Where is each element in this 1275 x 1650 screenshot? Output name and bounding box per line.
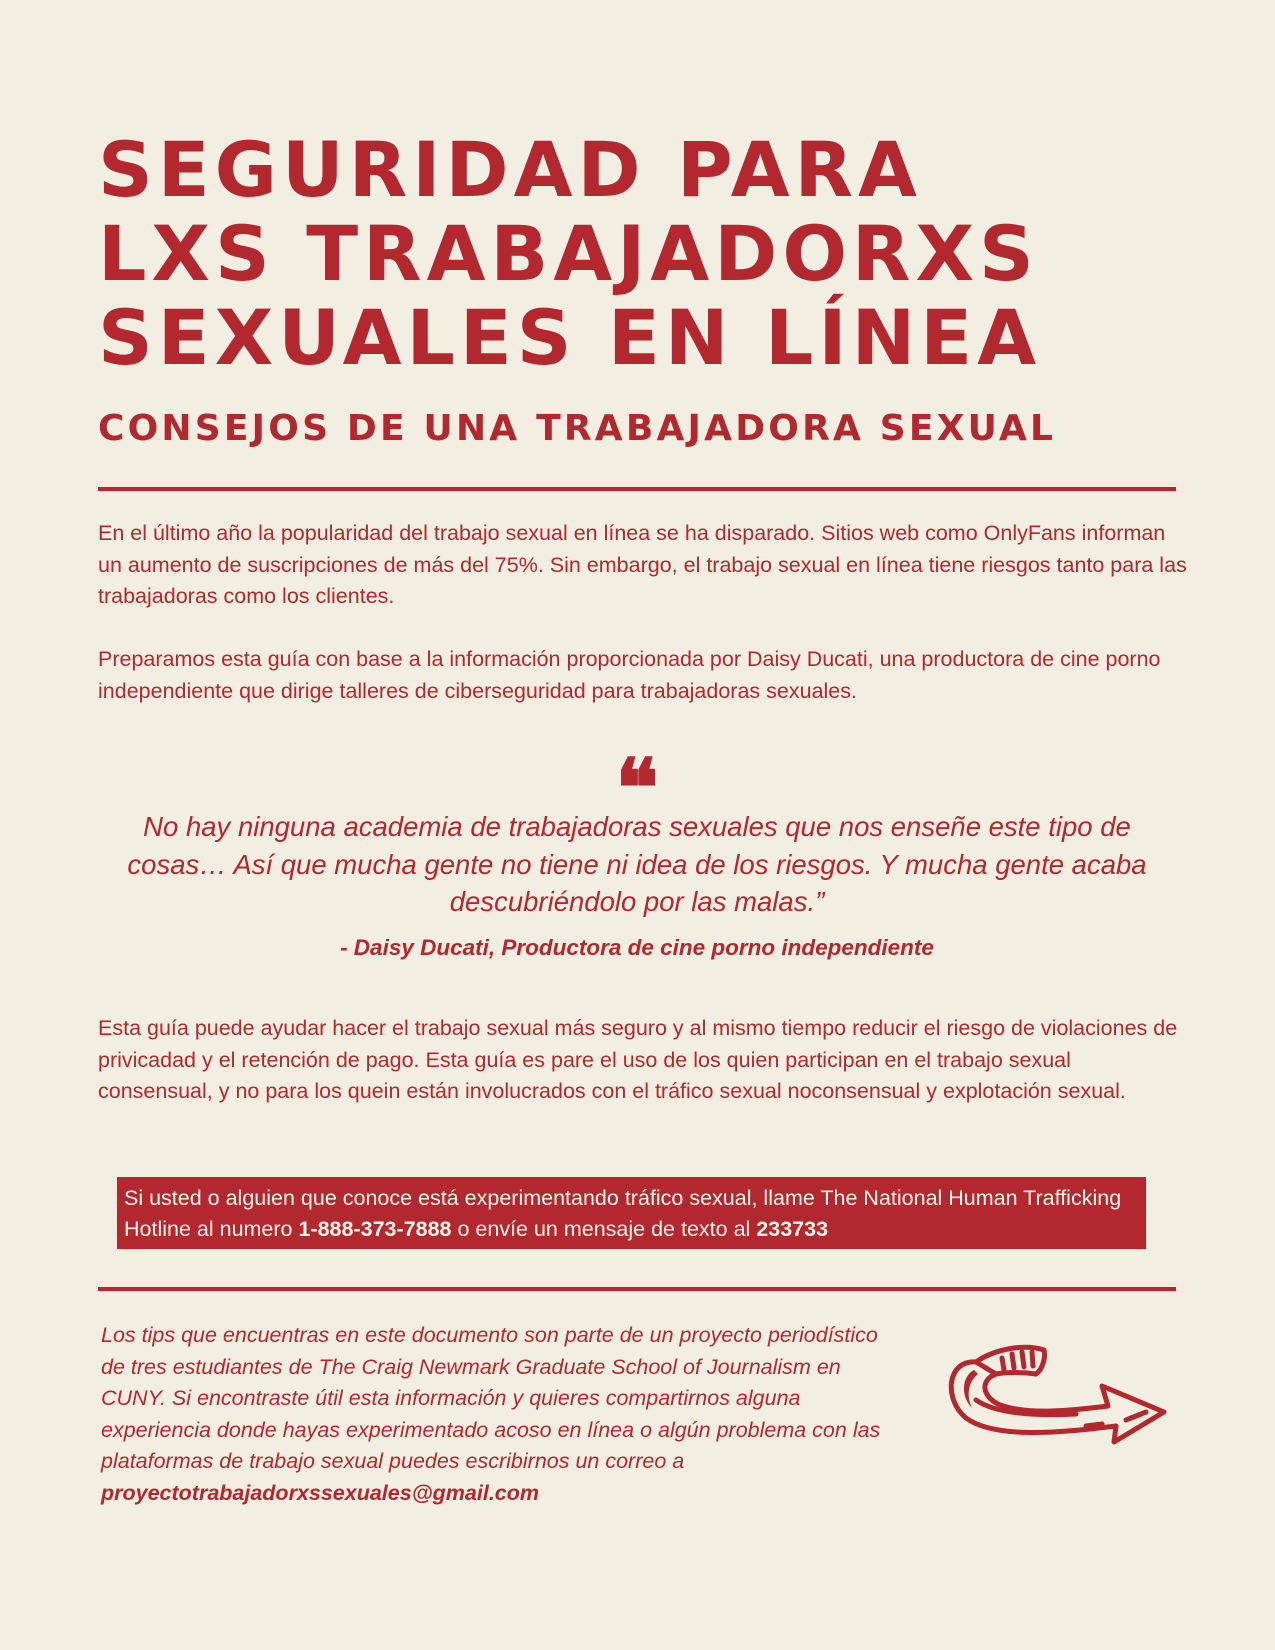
contact-email-link[interactable]: proyectotrabajadorxssexuales@gmail.com — [101, 1480, 539, 1505]
page-subtitle: CONSEJOS DE UNA TRABAJADORA SEXUAL — [98, 408, 1057, 449]
title-line-2: LXS TRABAJADORXS — [98, 209, 1039, 298]
hotline-sms-number: 233733 — [756, 1217, 829, 1241]
hotline-phone-number: 1-888-373-7888 — [298, 1217, 452, 1241]
hotline-callout — [117, 1177, 1146, 1249]
title-line-1: SEGURIDAD PARA — [98, 125, 922, 214]
quote-attribution: - Daisy Ducati, Productora de cine porno independiente — [340, 935, 934, 960]
top-divider — [98, 487, 1176, 491]
bottom-divider — [98, 1287, 1176, 1291]
page-title — [98, 125, 1198, 382]
body-paragraph: Esta guía puede ayudar hacer el trabajo sexual más seguro y al mismo tiempo reducir el riesgo de violaciones de privicadad y el retención de pago. Esta guía es pare el uso de los quien participan en el trabajo sexual consensual, y no para los quein están involucrados con el tráfico sexual noconsensual y explotación sexual. — [98, 1016, 1178, 1103]
intro-paragraph-1: En el último año la popularidad del trabajo sexual en línea se ha disparado. Sitios web como OnlyFans informan un aumento de suscripciones de más del 75%. Sin embargo, el trabajo sexual en línea tiene riesgos tanto para las trabajadoras como los clientes. — [98, 521, 1187, 608]
footer-note — [101, 1320, 901, 1509]
curved-arrow-icon — [936, 1330, 1176, 1480]
title-line-3: SEXUALES EN LÍNEA — [98, 293, 1042, 382]
footer-note-text: Los tips que encuentras en este documento son parte de un proyecto periodístico de tres estudiantes de The Craig Newmark Graduate School of Journalism en CUNY. Si encontraste útil esta información y quieres compartirnos alguna experiencia donde hayas experimentado acoso en línea o algún problema con las plataformas de trabajo sexual puedes escribirnos un correo a — [101, 1323, 881, 1473]
intro-paragraph-2: Preparamos esta guía con base a la información proporcionada por Daisy Ducati, una productora de cine porno independiente que dirige talleres de ciberseguridad para trabajadoras sexuales. — [98, 647, 1161, 703]
hotline-text-before: Si usted o alguien que conoce está experimentando tráfico sexual, llame The National Human Trafficking Hotline al numero — [124, 1186, 1122, 1241]
pull-quote: No hay ninguna academia de trabajadoras sexuales que nos enseñe este tipo de cosas… Así que mucha gente no tiene ni idea de los riesgos. Y mucha gente acaba descubriéndolo por las malas.” — [127, 811, 1147, 917]
quote-mark-icon: ❝ — [615, 741, 659, 835]
hotline-text-middle: o envíe un mensaje de texto al — [451, 1217, 757, 1241]
